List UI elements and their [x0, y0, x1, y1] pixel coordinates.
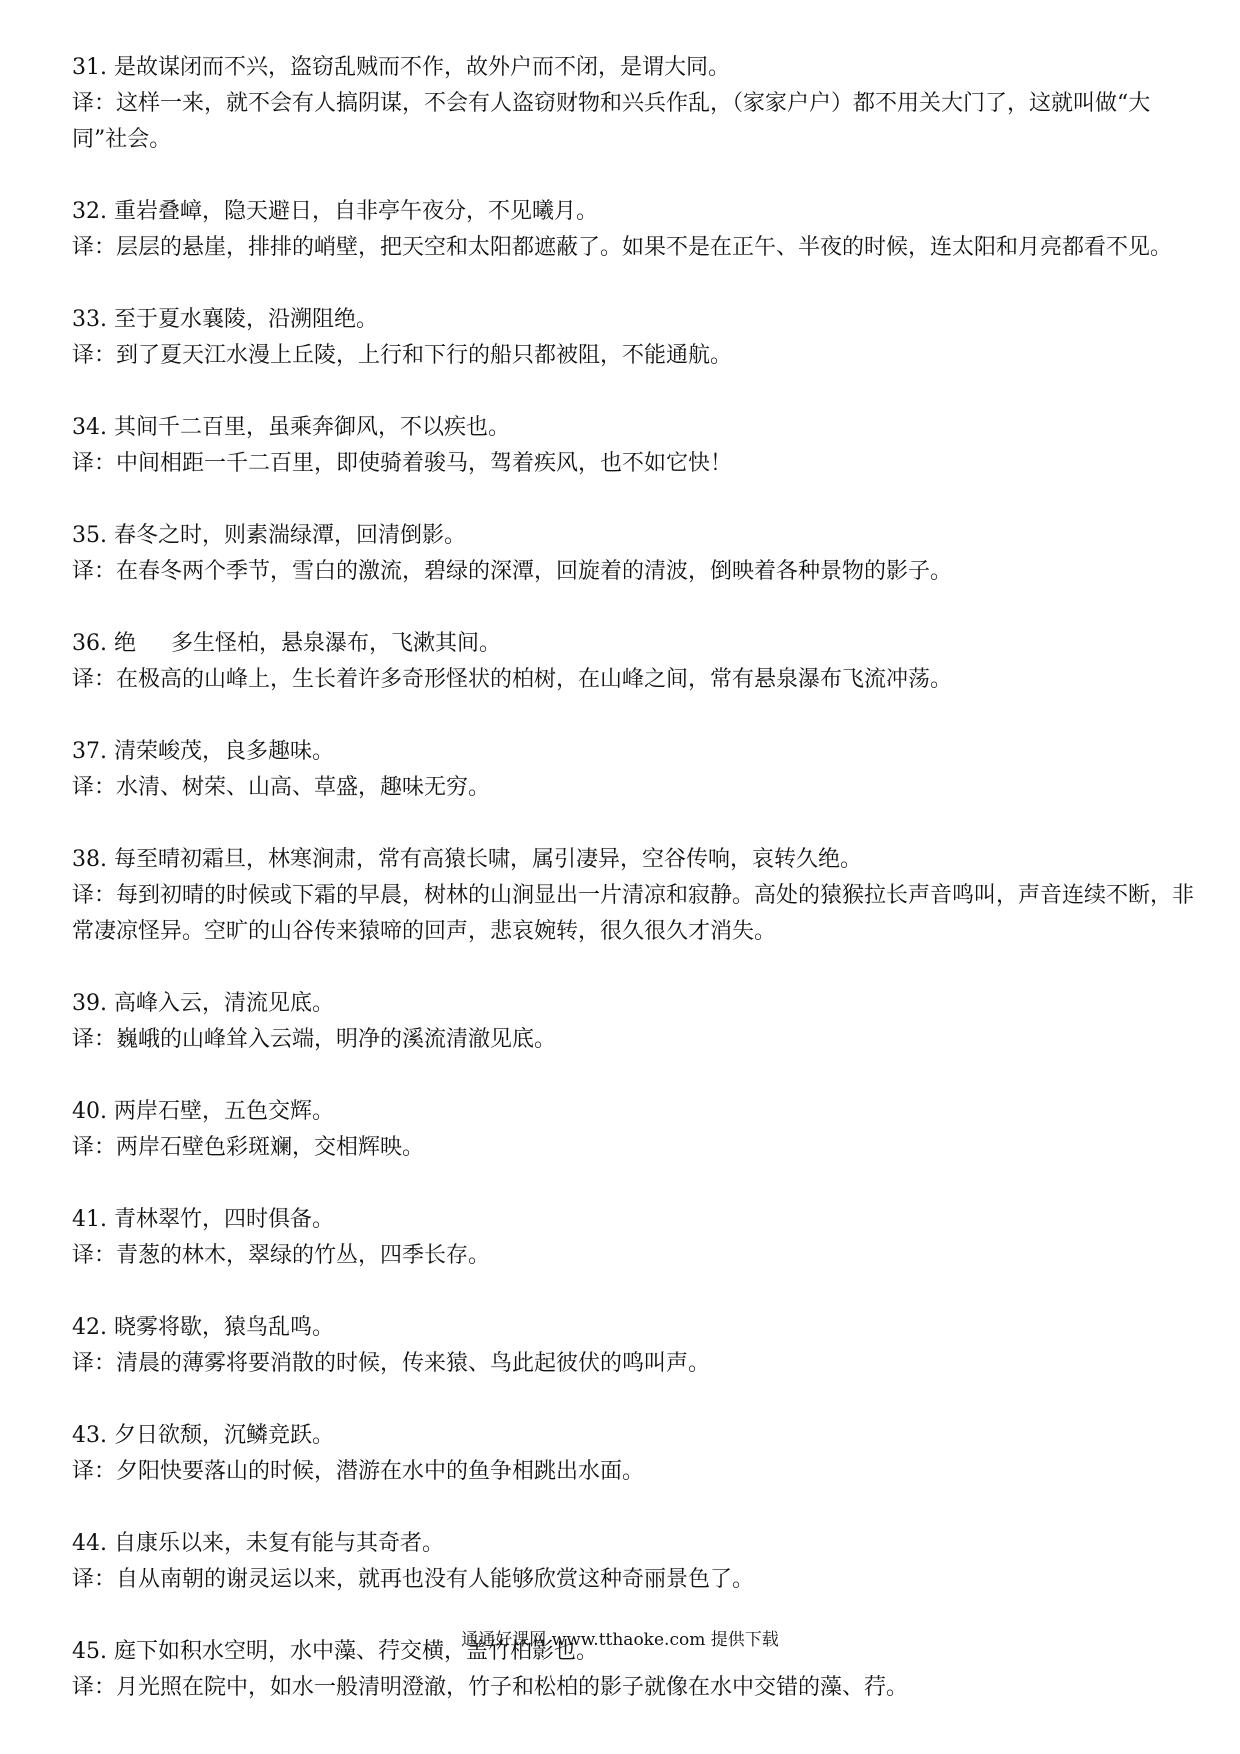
translation: 译：两岸石壁色彩斑斓，交相辉映。 [72, 1135, 425, 1160]
entry-37 [72, 734, 1200, 806]
entry-34 [72, 410, 1200, 482]
entry-32 [72, 194, 1200, 266]
classical-sentence: 34. 其间千二百里，虽乘奔御风，不以疾也。 [72, 415, 510, 440]
classical-sentence: 37. 清荣峻茂，良多趣味。 [72, 739, 334, 764]
entry-38 [72, 842, 1200, 950]
translation: 译：水清、树荣、山高、草盛，趣味无穷。 [72, 775, 491, 800]
translation: 译：层层的悬崖，排排的峭壁，把天空和太阳都遮蔽了。如果不是在正午、半夜的时候，连太阳和月亮都看不见。 [72, 235, 1173, 260]
translation: 译：月光照在院中，如水一般清明澄澈，竹子和松柏的影子就像在水中交错的藻、荇。 [72, 1675, 909, 1700]
classical-sentence: 35. 春冬之时，则素湍绿潭，回清倒影。 [72, 523, 466, 548]
entry-41 [72, 1202, 1200, 1274]
translation: 译：巍峨的山峰耸入云端，明净的溪流清澈见底。 [72, 1027, 557, 1052]
translation: 译：在春冬两个季节，雪白的激流，碧绿的深潭，回旋着的清波，倒映着各种景物的影子。 [72, 559, 953, 584]
translation: 译：中间相距一千二百里，即使骑着骏马，驾着疾风，也不如它快！ [72, 451, 733, 476]
classical-sentence: 33. 至于夏水襄陵，沿溯阻绝。 [72, 307, 378, 332]
classical-sentence: 36. 绝 多生怪柏，悬泉瀑布，飞漱其间。 [72, 631, 501, 656]
entry-43 [72, 1418, 1200, 1490]
translation: 译：夕阳快要落山的时候，潜游在水中的鱼争相跳出水面。 [72, 1459, 645, 1484]
entry-35 [72, 518, 1200, 590]
entry-list [72, 50, 1200, 1706]
classical-sentence: 31. 是故谋闭而不兴，盗窃乱贼而不作，故外户而不闭，是谓大同。 [72, 55, 730, 80]
translation: 译：这样一来，就不会有人搞阴谋，不会有人盗窃财物和兴兵作乱，（家家户户）都不用关大门了，这就叫做“大同”社会。 [72, 91, 1151, 152]
entry-31 [72, 50, 1200, 158]
translation: 译：自从南朝的谢灵运以来，就再也没有人能够欣赏这种奇丽景色了。 [72, 1567, 755, 1592]
translation: 译：青葱的林木，翠绿的竹丛，四季长存。 [72, 1243, 491, 1268]
entry-36 [72, 626, 1200, 698]
classical-sentence: 45. 庭下如积水空明，水中藻、荇交横，盖竹柏影也。 [72, 1639, 598, 1664]
classical-sentence: 32. 重岩叠嶂，隐天避日，自非亭午夜分，不见曦月。 [72, 199, 598, 224]
translation: 译：到了夏天江水漫上丘陵，上行和下行的船只都被阻，不能通航。 [72, 343, 733, 368]
classical-sentence: 44. 自康乐以来，未复有能与其奇者。 [72, 1531, 444, 1556]
classical-sentence: 40. 两岸石壁，五色交辉。 [72, 1099, 334, 1124]
translation: 译：清晨的薄雾将要消散的时候，传来猿、鸟此起彼伏的鸣叫声。 [72, 1351, 711, 1376]
page-footer: 通通好课网 www.tthaoke.com 提供下载 [461, 1630, 779, 1650]
entry-40 [72, 1094, 1200, 1166]
translation: 译：在极高的山峰上，生长着许多奇形怪状的柏树，在山峰之间，常有悬泉瀑布飞流冲荡。 [72, 667, 953, 692]
classical-sentence: 38. 每至晴初霜旦，林寒涧肃，常有高猿长啸，属引凄异，空谷传响，哀转久绝。 [72, 847, 862, 872]
entry-44 [72, 1526, 1200, 1598]
entry-33 [72, 302, 1200, 374]
entry-39 [72, 986, 1200, 1058]
classical-sentence: 42. 晓雾将歇，猿鸟乱鸣。 [72, 1315, 334, 1340]
classical-sentence: 43. 夕日欲颓，沉鳞竞跃。 [72, 1423, 334, 1448]
translation: 译：每到初晴的时候或下霜的早晨，树林的山涧显出一片清凉和寂静。高处的猿猴拉长声音鸣叫，声音连续不断，非常凄凉怪异。空旷的山谷传来猿啼的回声，悲哀婉转，很久很久才消失。 [72, 883, 1195, 944]
entry-42 [72, 1310, 1200, 1382]
classical-sentence: 41. 青林翠竹，四时俱备。 [72, 1207, 334, 1232]
classical-sentence: 39. 高峰入云，清流见底。 [72, 991, 334, 1016]
